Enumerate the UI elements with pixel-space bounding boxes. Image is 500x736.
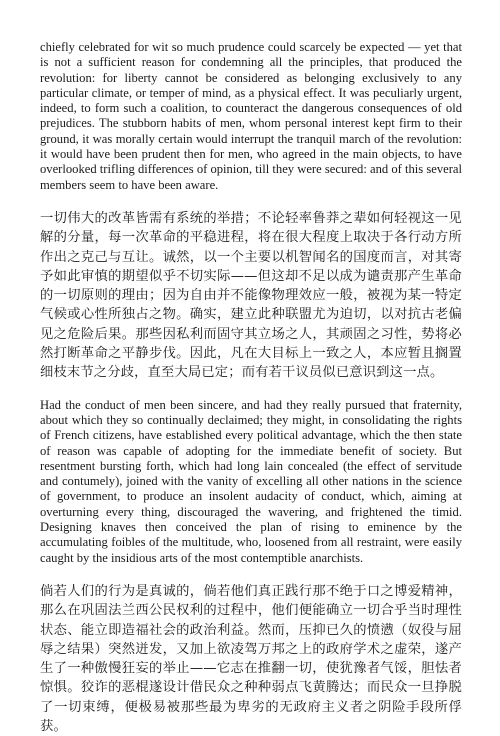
document-page — [40, 40, 462, 736]
chinese-paragraph: 倘若人们的行为是真诚的，倘若他们真正践行那不绝于口之博爱精神，那么在巩固法兰西公民权利的过程中，他们便能确立一切合乎当时理性状态、能立即造福社会的政治利益。然而，压抑已久的愤懑（奴役与屈辱之结果）突然迸发，又加上欲凌驾万邦之上的政府学术之虚荣，遂产生了一种傲慢狂妄的举止——它志在推翻一切，使犹豫者气馁，胆怯者惊惧。狡诈的恶棍遂设计借民众之种种弱点飞黄腾达；而民众一旦挣脱了一切束缚，便极易被那些最为卑劣的无政府主义者之阴险手段所俘获。 — [40, 583, 462, 734]
chinese-paragraph: 一切伟大的改革皆需有系统的举措；不论轻率鲁莽之辈如何轻视这一见解的分量，每一次革命的平稳进程，将在很大程度上取决于各行动方所作出之克己与互让。诚然，以一个主要以机智闻名的国度而言，对其寄予如此审慎的期望似乎不切实际——但这却不足以成为谴责那产生革命的一切原则的理由；因为自由并不能像物理效应一般，被视为某一特定气候或心性所独占之物。确实，建立此种联盟尤为迫切，以对抗古老偏见之危险后果。那些因私利而固守其立场之人，其顽固之习性，势将必然打断革命之平静步伐。因此，凡在大目标上一致之人，本应暂且搁置细枝末节之分歧，直至大局已定；而有若干议员似已意识到这一点。 — [40, 210, 462, 381]
english-paragraph: chiefly celebrated for wit so much prudence could scarcely be expected — yet that is not a sufficient reason for condemning all the principles, that produced the revolution: for liberty cannot be considered as belonging exclusively to any particular climate, or temper of mind, as a physical effect. It was peculiarly urgent, indeed, to form such a coalition, to counteract the dangerous consequences of old prejudices. The stubborn habits of men, whom personal interest kept firm to their ground, it was morally certain would interrupt the tranquil march of the revolution: it would have been prudent then for men, who agreed in the main objects, to have overlooked trifling differences of opinion, till they were secured: and of this several members seem to have been aware. — [40, 40, 462, 192]
english-paragraph: Had the conduct of men been sincere, and had they really pursued that fraternity, about which they so continually declaimed; they might, in consolidating the rights of French citizens, have established every political advantage, which the then state of reason was capable of adopting for the immediate benefit of society. But resentment bursting forth, which had long lain concealed (the effect of servitude and contumely), joined with the vanity of excelling all other nations in the science of government, to produce an insolent audacity of conduct, which, aiming at overturning every thing, discouraged the wavering, and frightened the timid. Designing knaves then conceived the plan of rising to eminence by the accumulating foibles of the multitude, who, loosened from all restraint, were easily caught by the insidious arts of the most contemptible anarchists. — [40, 397, 462, 565]
